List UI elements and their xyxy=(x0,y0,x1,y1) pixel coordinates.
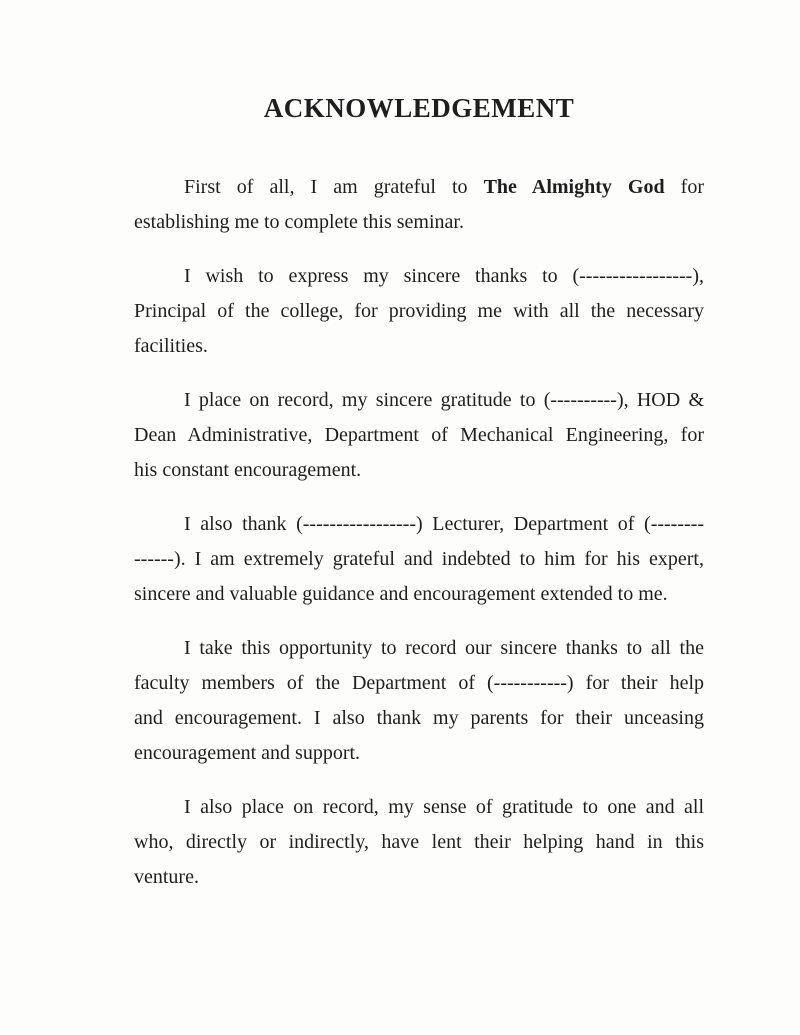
text-line: I take this opportunity to record our sincere thanks to all the xyxy=(184,637,704,659)
paragraph-gratitude-hod xyxy=(134,383,704,488)
text-line: who, directly or indirectly, have lent their helping hand in this xyxy=(134,831,704,853)
text-line: Dean Administrative, Department of Mechanical Engineering, for xyxy=(134,424,704,446)
document-body xyxy=(134,170,704,895)
text-line: faculty members of the Department of (-----------) for their help xyxy=(134,672,704,694)
text-segment: First of all, I am grateful to xyxy=(184,176,484,198)
text-line xyxy=(134,170,704,205)
text-line: venture. xyxy=(134,866,199,888)
text-line: I place on record, my sincere gratitude to (----------), HOD & xyxy=(184,389,704,411)
text-line: I also place on record, my sense of gratitude to one and all xyxy=(184,796,704,818)
paragraph-gratitude-all xyxy=(134,790,704,895)
text-segment: for xyxy=(664,176,705,198)
text-line: sincere and valuable guidance and encouragement extended to me. xyxy=(134,583,668,605)
text-line: I also thank (-----------------) Lecturer, Department of (-------- xyxy=(184,513,704,535)
text-line: facilities. xyxy=(134,335,208,357)
text-line: Principal of the college, for providing me with all the necessary xyxy=(134,300,704,322)
paragraph-gratitude-god xyxy=(134,170,704,240)
text-line: I wish to express my sincere thanks to (-----------------), xyxy=(184,265,704,287)
paragraph-thanks-faculty-parents xyxy=(134,631,704,771)
text-line: encouragement and support. xyxy=(134,742,361,764)
text-line: and encouragement. I also thank my parents for their unceasing xyxy=(134,707,704,729)
text-line: his constant encouragement. xyxy=(134,459,362,481)
bold-text-almighty-god: The Almighty God xyxy=(483,176,665,198)
paragraph-thanks-principal xyxy=(134,259,704,364)
paragraph-thanks-lecturer xyxy=(134,507,704,612)
text-line: establishing me to complete this seminar. xyxy=(134,211,464,233)
document-title: ACKNOWLEDGEMENT xyxy=(263,93,575,123)
text-line: ------). I am extremely grateful and indebted to him for his expert, xyxy=(134,548,704,570)
